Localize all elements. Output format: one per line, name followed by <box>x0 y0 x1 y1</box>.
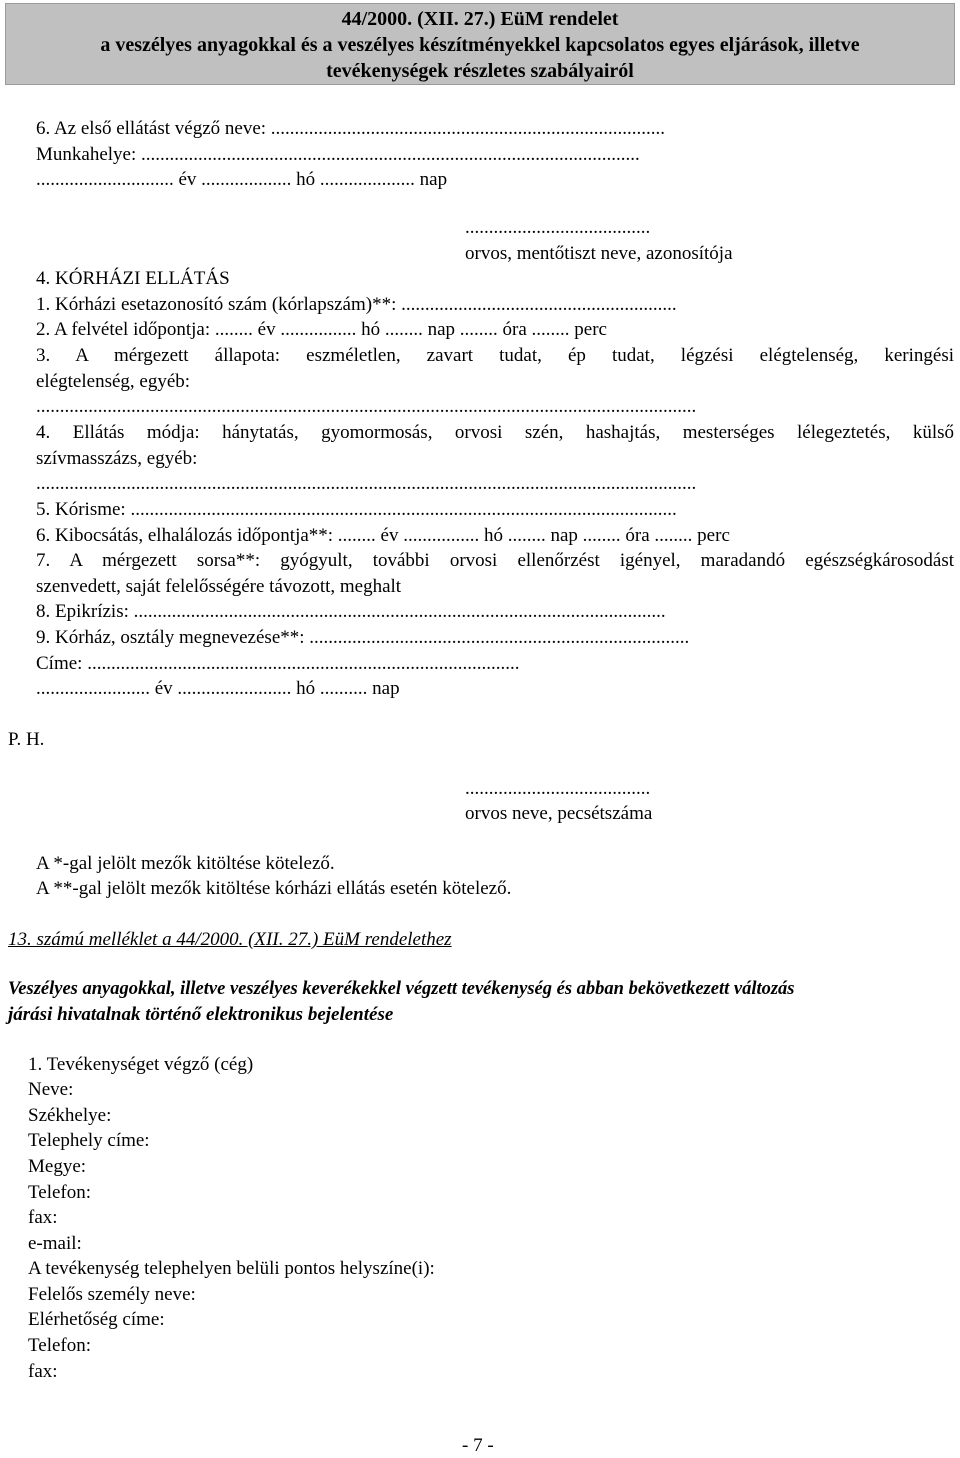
document-header <box>5 3 955 85</box>
hospital-item-7-line-b: szenvedett, saját felelősségére távozott, meghalt <box>36 576 402 597</box>
hospital-item-3-dots: ........................................................................................................................................... <box>36 396 697 417</box>
hospital-item-4-line-a: 4. Ellátás módja: hánytatás, gyomormosás, orvosi szén, hashajtás, mesterséges lélegeztetés, külső <box>36 422 954 443</box>
first-aid-signature-label: orvos, mentőtiszt neve, azonosítója <box>465 243 733 264</box>
hospital-item-6: 6. Kibocsátás, elhalálozás időpontja**: ........ év ................ hó ........ nap ........ óra ........ perc <box>36 525 730 546</box>
stamp-placeholder-label: P. H. <box>8 729 45 750</box>
hospital-section-title: 4. KÓRHÁZI ELLÁTÁS <box>36 268 230 289</box>
field-fax: fax: <box>28 1207 58 1228</box>
hospital-item-1: 1. Kórházi esetazonosító szám (kórlapszám)**: .......................................................... <box>36 294 677 315</box>
annex-heading-line-a: Veszélyes anyagokkal, illetve veszélyes keverékekkel végzett tevékenység és abban bekövetkezett változás <box>8 979 795 999</box>
page-number: - 7 - <box>462 1435 494 1456</box>
first-aid-signature-dots: ....................................... <box>465 217 651 238</box>
hospital-item-2: 2. A felvétel időpontja: ........ év ................ hó ........ nap ........ óra ........ perc <box>36 319 607 340</box>
field-county: Megye: <box>28 1156 87 1177</box>
hospital-address-line: Címe: ........................................................................................... <box>36 653 520 674</box>
field-contact-phone: Telefon: <box>28 1335 92 1356</box>
first-aid-name-line: 6. Az első ellátást végző neve: ................................................................................... <box>36 118 666 139</box>
header-title: 44/2000. (XII. 27.) EüM rendelet <box>341 8 619 30</box>
hospital-item-3-line-b: elégtelenség, egyéb: <box>36 371 191 392</box>
annex-heading-line-b: járási hivatalnak történő elektronikus bejelentése <box>8 1004 394 1025</box>
hospital-item-4-line-b: szívmasszázs, egyéb: <box>36 448 198 469</box>
hospital-item-4-dots: ........................................................................................................................................... <box>36 473 697 494</box>
hospital-item-7-line-a: 7. A mérgezett sorsa**: gyógyult, további orvosi ellenőrzést igényel, maradandó egészségkárosodást <box>36 550 954 571</box>
first-aid-workplace-line: Munkahelye: ......................................................................................................... <box>36 144 640 165</box>
note-mandatory-fields: A *-gal jelölt mezők kitöltése kötelező. <box>36 853 335 874</box>
header-subtitle-2: tevékenységek részletes szabályairól <box>326 60 634 82</box>
header-subtitle-1: a veszélyes anyagokkal és a veszélyes készítményekkel kapcsolatos egyes eljárások, illetve <box>100 34 860 56</box>
field-contact-address: Elérhetőség címe: <box>28 1309 165 1330</box>
hospital-date-line: ........................ év ........................ hó .......... nap <box>36 678 400 699</box>
field-email: e-mail: <box>28 1233 82 1254</box>
doctor-signature-dots: ....................................... <box>465 778 651 799</box>
field-site-address: Telephely címe: <box>28 1130 150 1151</box>
field-operator-company: 1. Tevékenységet végző (cég) <box>28 1054 254 1075</box>
hospital-item-3-line-a: 3. A mérgezett állapota: eszméletlen, zavart tudat, ép tudat, légzési elégtelenség, keringési <box>36 345 954 366</box>
field-headquarters: Székhelye: <box>28 1105 112 1126</box>
note-hospital-fields: A **-gal jelölt mezők kitöltése kórházi ellátás esetén kötelező. <box>36 878 512 899</box>
doctor-signature-label: orvos neve, pecsétszáma <box>465 803 653 824</box>
field-responsible-person: Felelős személy neve: <box>28 1284 196 1305</box>
annex-title: 13. számú melléklet a 44/2000. (XII. 27.) EüM rendelethez <box>8 929 452 950</box>
field-activity-location: A tevékenység telephelyen belüli pontos helyszíne(i): <box>28 1258 435 1279</box>
hospital-item-9: 9. Kórház, osztály megnevezése**: ................................................................................ <box>36 627 690 648</box>
hospital-item-5: 5. Kórisme: ................................................................................................................... <box>36 499 677 520</box>
field-phone: Telefon: <box>28 1182 92 1203</box>
hospital-item-8: 8. Epikrízis: ................................................................................................................ <box>36 601 666 622</box>
field-contact-fax: fax: <box>28 1361 58 1382</box>
field-name: Neve: <box>28 1079 74 1100</box>
first-aid-date-line: ............................. év ................... hó .................... nap <box>36 169 448 190</box>
